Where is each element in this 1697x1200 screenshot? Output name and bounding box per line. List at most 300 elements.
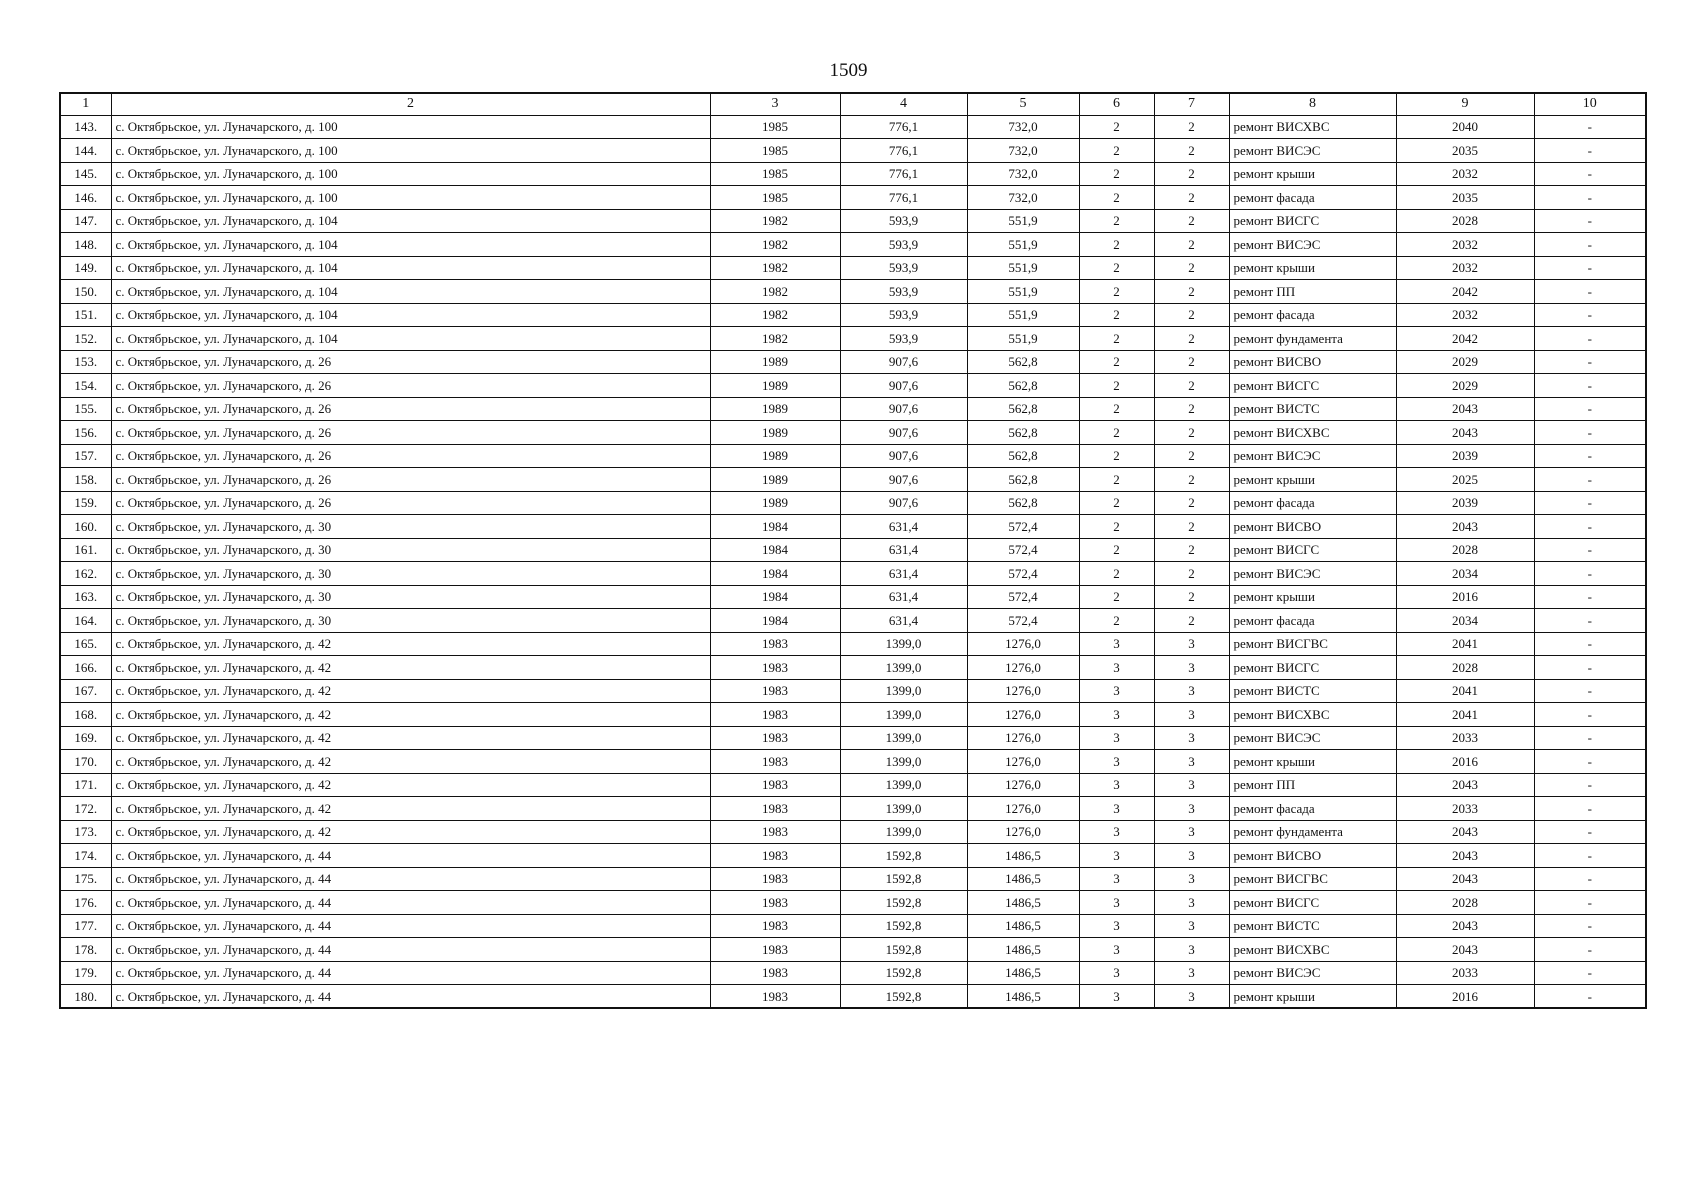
- total-area-cell: 631,4: [840, 538, 967, 562]
- row-number-cell: 146.: [60, 186, 111, 210]
- entrances-cell: 2: [1154, 468, 1229, 492]
- floors-cell: 2: [1079, 350, 1154, 374]
- floors-cell: 2: [1079, 256, 1154, 280]
- total-area-cell: 1399,0: [840, 750, 967, 774]
- entrances-cell: 3: [1154, 750, 1229, 774]
- floors-cell: 2: [1079, 139, 1154, 163]
- build-year-cell: 1983: [710, 703, 840, 727]
- planned-year-cell: 2033: [1396, 726, 1534, 750]
- floors-cell: 3: [1079, 726, 1154, 750]
- entrances-cell: 2: [1154, 209, 1229, 233]
- row-number-cell: 160.: [60, 515, 111, 539]
- living-area-cell: 572,4: [967, 585, 1079, 609]
- planned-year-cell: 2032: [1396, 256, 1534, 280]
- living-area-cell: 1276,0: [967, 750, 1079, 774]
- build-year-cell: 1983: [710, 914, 840, 938]
- entrances-cell: 2: [1154, 515, 1229, 539]
- floors-cell: 2: [1079, 162, 1154, 186]
- table-row: [60, 797, 1646, 821]
- entrances-cell: 2: [1154, 303, 1229, 327]
- living-area-cell: 1276,0: [967, 632, 1079, 656]
- living-area-cell: 1276,0: [967, 797, 1079, 821]
- total-area-cell: 1399,0: [840, 726, 967, 750]
- living-area-cell: 1276,0: [967, 726, 1079, 750]
- row-number-cell: 156.: [60, 421, 111, 445]
- build-year-cell: 1983: [710, 797, 840, 821]
- planned-year-cell: 2033: [1396, 797, 1534, 821]
- total-area-cell: 907,6: [840, 374, 967, 398]
- planned-year-cell: 2043: [1396, 397, 1534, 421]
- table-row: [60, 421, 1646, 445]
- planned-year-cell: 2043: [1396, 820, 1534, 844]
- total-area-cell: 907,6: [840, 350, 967, 374]
- build-year-cell: 1989: [710, 421, 840, 445]
- row-number-cell: 163.: [60, 585, 111, 609]
- build-year-cell: 1989: [710, 444, 840, 468]
- entrances-cell: 2: [1154, 327, 1229, 351]
- living-area-cell: 1276,0: [967, 820, 1079, 844]
- build-year-cell: 1984: [710, 585, 840, 609]
- row-number-cell: 150.: [60, 280, 111, 304]
- address-cell: с. Октябрьское, ул. Луначарского, д. 30: [111, 562, 710, 586]
- note-cell: -: [1534, 679, 1646, 703]
- table-row: [60, 750, 1646, 774]
- work-type-cell: ремонт ВИСВО: [1229, 844, 1396, 868]
- address-cell: с. Октябрьское, ул. Луначарского, д. 42: [111, 773, 710, 797]
- row-number-cell: 162.: [60, 562, 111, 586]
- total-area-cell: 1592,8: [840, 891, 967, 915]
- floors-cell: 3: [1079, 891, 1154, 915]
- living-area-cell: 1276,0: [967, 773, 1079, 797]
- work-type-cell: ремонт ВИСЭС: [1229, 961, 1396, 985]
- floors-cell: 2: [1079, 303, 1154, 327]
- note-cell: -: [1534, 891, 1646, 915]
- build-year-cell: 1984: [710, 609, 840, 633]
- entrances-cell: 3: [1154, 726, 1229, 750]
- work-type-cell: ремонт ВИСГВС: [1229, 867, 1396, 891]
- address-cell: с. Октябрьское, ул. Луначарского, д. 42: [111, 703, 710, 727]
- floors-cell: 3: [1079, 985, 1154, 1009]
- build-year-cell: 1985: [710, 186, 840, 210]
- entrances-cell: 3: [1154, 844, 1229, 868]
- note-cell: -: [1534, 844, 1646, 868]
- note-cell: -: [1534, 820, 1646, 844]
- column-header-9: 9: [1396, 93, 1534, 115]
- address-cell: с. Октябрьское, ул. Луначарского, д. 44: [111, 844, 710, 868]
- total-area-cell: 1399,0: [840, 797, 967, 821]
- note-cell: -: [1534, 256, 1646, 280]
- entrances-cell: 3: [1154, 938, 1229, 962]
- work-type-cell: ремонт крыши: [1229, 750, 1396, 774]
- entrances-cell: 2: [1154, 256, 1229, 280]
- note-cell: -: [1534, 421, 1646, 445]
- total-area-cell: 776,1: [840, 115, 967, 139]
- floors-cell: 2: [1079, 397, 1154, 421]
- table-row: [60, 515, 1646, 539]
- work-type-cell: ремонт ВИСЭС: [1229, 562, 1396, 586]
- row-number-cell: 170.: [60, 750, 111, 774]
- row-number-cell: 171.: [60, 773, 111, 797]
- total-area-cell: 631,4: [840, 515, 967, 539]
- entrances-cell: 3: [1154, 632, 1229, 656]
- work-type-cell: ремонт крыши: [1229, 985, 1396, 1009]
- address-cell: с. Октябрьское, ул. Луначарского, д. 44: [111, 961, 710, 985]
- column-header-4: 4: [840, 93, 967, 115]
- living-area-cell: 1486,5: [967, 844, 1079, 868]
- table-row: [60, 350, 1646, 374]
- living-area-cell: 1486,5: [967, 891, 1079, 915]
- entrances-cell: 2: [1154, 585, 1229, 609]
- floors-cell: 3: [1079, 679, 1154, 703]
- floors-cell: 2: [1079, 562, 1154, 586]
- planned-year-cell: 2035: [1396, 186, 1534, 210]
- note-cell: -: [1534, 703, 1646, 727]
- floors-cell: 3: [1079, 844, 1154, 868]
- entrances-cell: 2: [1154, 233, 1229, 257]
- floors-cell: 3: [1079, 961, 1154, 985]
- row-number-cell: 152.: [60, 327, 111, 351]
- address-cell: с. Октябрьское, ул. Луначарского, д. 42: [111, 820, 710, 844]
- table-row: [60, 961, 1646, 985]
- build-year-cell: 1989: [710, 491, 840, 515]
- table-row: [60, 820, 1646, 844]
- entrances-cell: 3: [1154, 773, 1229, 797]
- address-cell: с. Октябрьское, ул. Луначарского, д. 26: [111, 421, 710, 445]
- row-number-cell: 177.: [60, 914, 111, 938]
- total-area-cell: 1399,0: [840, 703, 967, 727]
- work-type-cell: ремонт ВИСЭС: [1229, 726, 1396, 750]
- address-cell: с. Октябрьское, ул. Луначарского, д. 26: [111, 491, 710, 515]
- entrances-cell: 3: [1154, 703, 1229, 727]
- note-cell: -: [1534, 280, 1646, 304]
- table-row: [60, 468, 1646, 492]
- note-cell: -: [1534, 303, 1646, 327]
- planned-year-cell: 2043: [1396, 938, 1534, 962]
- column-header-7: 7: [1154, 93, 1229, 115]
- row-number-cell: 159.: [60, 491, 111, 515]
- planned-year-cell: 2028: [1396, 209, 1534, 233]
- note-cell: -: [1534, 609, 1646, 633]
- build-year-cell: 1989: [710, 397, 840, 421]
- floors-cell: 2: [1079, 327, 1154, 351]
- table-row: [60, 303, 1646, 327]
- planned-year-cell: 2043: [1396, 773, 1534, 797]
- entrances-cell: 3: [1154, 891, 1229, 915]
- address-cell: с. Октябрьское, ул. Луначарского, д. 104: [111, 233, 710, 257]
- row-number-cell: 151.: [60, 303, 111, 327]
- entrances-cell: 2: [1154, 374, 1229, 398]
- total-area-cell: 907,6: [840, 444, 967, 468]
- table-row: [60, 726, 1646, 750]
- work-type-cell: ремонт ВИСЭС: [1229, 233, 1396, 257]
- living-area-cell: 562,8: [967, 468, 1079, 492]
- note-cell: -: [1534, 797, 1646, 821]
- planned-year-cell: 2029: [1396, 374, 1534, 398]
- note-cell: -: [1534, 468, 1646, 492]
- planned-year-cell: 2032: [1396, 233, 1534, 257]
- entrances-cell: 2: [1154, 280, 1229, 304]
- column-header-3: 3: [710, 93, 840, 115]
- work-type-cell: ремонт ВИСТС: [1229, 397, 1396, 421]
- note-cell: -: [1534, 186, 1646, 210]
- floors-cell: 2: [1079, 515, 1154, 539]
- floors-cell: 3: [1079, 914, 1154, 938]
- entrances-cell: 2: [1154, 397, 1229, 421]
- table-row: [60, 938, 1646, 962]
- address-cell: с. Октябрьское, ул. Луначарского, д. 26: [111, 350, 710, 374]
- note-cell: -: [1534, 585, 1646, 609]
- table-row: [60, 891, 1646, 915]
- living-area-cell: 551,9: [967, 280, 1079, 304]
- floors-cell: 3: [1079, 867, 1154, 891]
- planned-year-cell: 2039: [1396, 491, 1534, 515]
- work-type-cell: ремонт ВИСГВС: [1229, 632, 1396, 656]
- living-area-cell: 732,0: [967, 186, 1079, 210]
- address-cell: с. Октябрьское, ул. Луначарского, д. 104: [111, 280, 710, 304]
- note-cell: -: [1534, 961, 1646, 985]
- build-year-cell: 1983: [710, 750, 840, 774]
- planned-year-cell: 2043: [1396, 867, 1534, 891]
- table-row: [60, 914, 1646, 938]
- total-area-cell: 1399,0: [840, 679, 967, 703]
- build-year-cell: 1989: [710, 468, 840, 492]
- floors-cell: 2: [1079, 421, 1154, 445]
- build-year-cell: 1983: [710, 726, 840, 750]
- table-row: [60, 867, 1646, 891]
- row-number-cell: 180.: [60, 985, 111, 1009]
- floors-cell: 3: [1079, 703, 1154, 727]
- floors-cell: 2: [1079, 374, 1154, 398]
- table-row: [60, 256, 1646, 280]
- total-area-cell: 1592,8: [840, 938, 967, 962]
- planned-year-cell: 2032: [1396, 303, 1534, 327]
- build-year-cell: 1983: [710, 679, 840, 703]
- living-area-cell: 1486,5: [967, 961, 1079, 985]
- address-cell: с. Октябрьское, ул. Луначарского, д. 100: [111, 186, 710, 210]
- build-year-cell: 1985: [710, 115, 840, 139]
- floors-cell: 3: [1079, 820, 1154, 844]
- note-cell: -: [1534, 632, 1646, 656]
- living-area-cell: 551,9: [967, 303, 1079, 327]
- row-number-cell: 174.: [60, 844, 111, 868]
- table-row: [60, 656, 1646, 680]
- page-number: 1509: [829, 60, 868, 81]
- row-number-cell: 158.: [60, 468, 111, 492]
- work-type-cell: ремонт ВИСХВС: [1229, 703, 1396, 727]
- entrances-cell: 2: [1154, 115, 1229, 139]
- total-area-cell: 593,9: [840, 209, 967, 233]
- table-row: [60, 985, 1646, 1009]
- work-type-cell: ремонт ВИСХВС: [1229, 421, 1396, 445]
- total-area-cell: 593,9: [840, 280, 967, 304]
- note-cell: -: [1534, 938, 1646, 962]
- work-type-cell: ремонт фасада: [1229, 609, 1396, 633]
- address-cell: с. Октябрьское, ул. Луначарского, д. 26: [111, 397, 710, 421]
- entrances-cell: 2: [1154, 562, 1229, 586]
- work-type-cell: ремонт ВИСГС: [1229, 538, 1396, 562]
- living-area-cell: 562,8: [967, 397, 1079, 421]
- build-year-cell: 1985: [710, 162, 840, 186]
- row-number-cell: 168.: [60, 703, 111, 727]
- capital-repair-table: [59, 92, 1647, 1009]
- entrances-cell: 2: [1154, 421, 1229, 445]
- note-cell: -: [1534, 750, 1646, 774]
- entrances-cell: 2: [1154, 186, 1229, 210]
- planned-year-cell: 2035: [1396, 139, 1534, 163]
- row-number-cell: 145.: [60, 162, 111, 186]
- living-area-cell: 551,9: [967, 233, 1079, 257]
- living-area-cell: 1276,0: [967, 703, 1079, 727]
- living-area-cell: 1486,5: [967, 867, 1079, 891]
- planned-year-cell: 2043: [1396, 515, 1534, 539]
- planned-year-cell: 2032: [1396, 162, 1534, 186]
- floors-cell: 2: [1079, 233, 1154, 257]
- note-cell: -: [1534, 327, 1646, 351]
- floors-cell: 2: [1079, 468, 1154, 492]
- total-area-cell: 1592,8: [840, 985, 967, 1009]
- total-area-cell: 1592,8: [840, 844, 967, 868]
- planned-year-cell: 2041: [1396, 679, 1534, 703]
- work-type-cell: ремонт крыши: [1229, 468, 1396, 492]
- living-area-cell: 562,8: [967, 374, 1079, 398]
- note-cell: -: [1534, 515, 1646, 539]
- row-number-cell: 169.: [60, 726, 111, 750]
- total-area-cell: 1399,0: [840, 773, 967, 797]
- planned-year-cell: 2016: [1396, 750, 1534, 774]
- address-cell: с. Октябрьское, ул. Луначарского, д. 104: [111, 209, 710, 233]
- work-type-cell: ремонт ВИСВО: [1229, 350, 1396, 374]
- entrances-cell: 2: [1154, 162, 1229, 186]
- row-number-cell: 149.: [60, 256, 111, 280]
- note-cell: -: [1534, 397, 1646, 421]
- table-row: [60, 139, 1646, 163]
- entrances-cell: 2: [1154, 350, 1229, 374]
- planned-year-cell: 2041: [1396, 703, 1534, 727]
- planned-year-cell: 2029: [1396, 350, 1534, 374]
- total-area-cell: 776,1: [840, 186, 967, 210]
- table-row: [60, 397, 1646, 421]
- row-number-cell: 153.: [60, 350, 111, 374]
- work-type-cell: ремонт фундамента: [1229, 327, 1396, 351]
- table-row: [60, 632, 1646, 656]
- total-area-cell: 907,6: [840, 421, 967, 445]
- floors-cell: 2: [1079, 280, 1154, 304]
- entrances-cell: 3: [1154, 679, 1229, 703]
- floors-cell: 3: [1079, 797, 1154, 821]
- work-type-cell: ремонт ВИСЭС: [1229, 139, 1396, 163]
- build-year-cell: 1982: [710, 280, 840, 304]
- planned-year-cell: 2042: [1396, 327, 1534, 351]
- address-cell: с. Октябрьское, ул. Луначарского, д. 26: [111, 468, 710, 492]
- entrances-cell: 3: [1154, 985, 1229, 1009]
- row-number-cell: 167.: [60, 679, 111, 703]
- build-year-cell: 1983: [710, 820, 840, 844]
- planned-year-cell: 2043: [1396, 844, 1534, 868]
- living-area-cell: 572,4: [967, 562, 1079, 586]
- total-area-cell: 907,6: [840, 491, 967, 515]
- work-type-cell: ремонт фасада: [1229, 303, 1396, 327]
- note-cell: -: [1534, 139, 1646, 163]
- address-cell: с. Октябрьское, ул. Луначарского, д. 30: [111, 585, 710, 609]
- build-year-cell: 1984: [710, 538, 840, 562]
- table-row: [60, 209, 1646, 233]
- build-year-cell: 1982: [710, 256, 840, 280]
- entrances-cell: 3: [1154, 820, 1229, 844]
- living-area-cell: 732,0: [967, 139, 1079, 163]
- work-type-cell: ремонт ВИСТС: [1229, 914, 1396, 938]
- column-header-5: 5: [967, 93, 1079, 115]
- living-area-cell: 551,9: [967, 256, 1079, 280]
- entrances-cell: 2: [1154, 491, 1229, 515]
- row-number-cell: 161.: [60, 538, 111, 562]
- row-number-cell: 154.: [60, 374, 111, 398]
- row-number-cell: 178.: [60, 938, 111, 962]
- entrances-cell: 2: [1154, 444, 1229, 468]
- note-cell: -: [1534, 726, 1646, 750]
- address-cell: с. Октябрьское, ул. Луначарского, д. 30: [111, 515, 710, 539]
- planned-year-cell: 2028: [1396, 538, 1534, 562]
- address-cell: с. Октябрьское, ул. Луначарского, д. 100: [111, 115, 710, 139]
- table-row: [60, 679, 1646, 703]
- living-area-cell: 562,8: [967, 421, 1079, 445]
- planned-year-cell: 2043: [1396, 421, 1534, 445]
- planned-year-cell: 2039: [1396, 444, 1534, 468]
- total-area-cell: 593,9: [840, 233, 967, 257]
- address-cell: с. Октябрьское, ул. Луначарского, д. 104: [111, 327, 710, 351]
- build-year-cell: 1984: [710, 562, 840, 586]
- living-area-cell: 1486,5: [967, 938, 1079, 962]
- living-area-cell: 1276,0: [967, 679, 1079, 703]
- column-header-8: 8: [1229, 93, 1396, 115]
- address-cell: с. Октябрьское, ул. Луначарского, д. 44: [111, 867, 710, 891]
- build-year-cell: 1982: [710, 303, 840, 327]
- row-number-cell: 143.: [60, 115, 111, 139]
- living-area-cell: 1486,5: [967, 914, 1079, 938]
- table-row: [60, 562, 1646, 586]
- address-cell: с. Октябрьское, ул. Луначарского, д. 42: [111, 797, 710, 821]
- entrances-cell: 3: [1154, 961, 1229, 985]
- table-row: [60, 280, 1646, 304]
- total-area-cell: 907,6: [840, 468, 967, 492]
- living-area-cell: 551,9: [967, 327, 1079, 351]
- table-row: [60, 233, 1646, 257]
- build-year-cell: 1982: [710, 209, 840, 233]
- table-row: [60, 773, 1646, 797]
- work-type-cell: ремонт ВИСГС: [1229, 374, 1396, 398]
- work-type-cell: ремонт ВИСВО: [1229, 515, 1396, 539]
- living-area-cell: 1276,0: [967, 656, 1079, 680]
- build-year-cell: 1983: [710, 938, 840, 962]
- planned-year-cell: 2034: [1396, 562, 1534, 586]
- living-area-cell: 1486,5: [967, 985, 1079, 1009]
- total-area-cell: 593,9: [840, 303, 967, 327]
- note-cell: -: [1534, 656, 1646, 680]
- floors-cell: 2: [1079, 491, 1154, 515]
- work-type-cell: ремонт крыши: [1229, 585, 1396, 609]
- note-cell: -: [1534, 374, 1646, 398]
- note-cell: -: [1534, 209, 1646, 233]
- address-cell: с. Октябрьское, ул. Луначарского, д. 30: [111, 538, 710, 562]
- row-number-cell: 148.: [60, 233, 111, 257]
- address-cell: с. Октябрьское, ул. Луначарского, д. 26: [111, 374, 710, 398]
- note-cell: -: [1534, 914, 1646, 938]
- entrances-cell: 3: [1154, 914, 1229, 938]
- work-type-cell: ремонт фундамента: [1229, 820, 1396, 844]
- build-year-cell: 1983: [710, 656, 840, 680]
- row-number-cell: 144.: [60, 139, 111, 163]
- living-area-cell: 551,9: [967, 209, 1079, 233]
- row-number-cell: 157.: [60, 444, 111, 468]
